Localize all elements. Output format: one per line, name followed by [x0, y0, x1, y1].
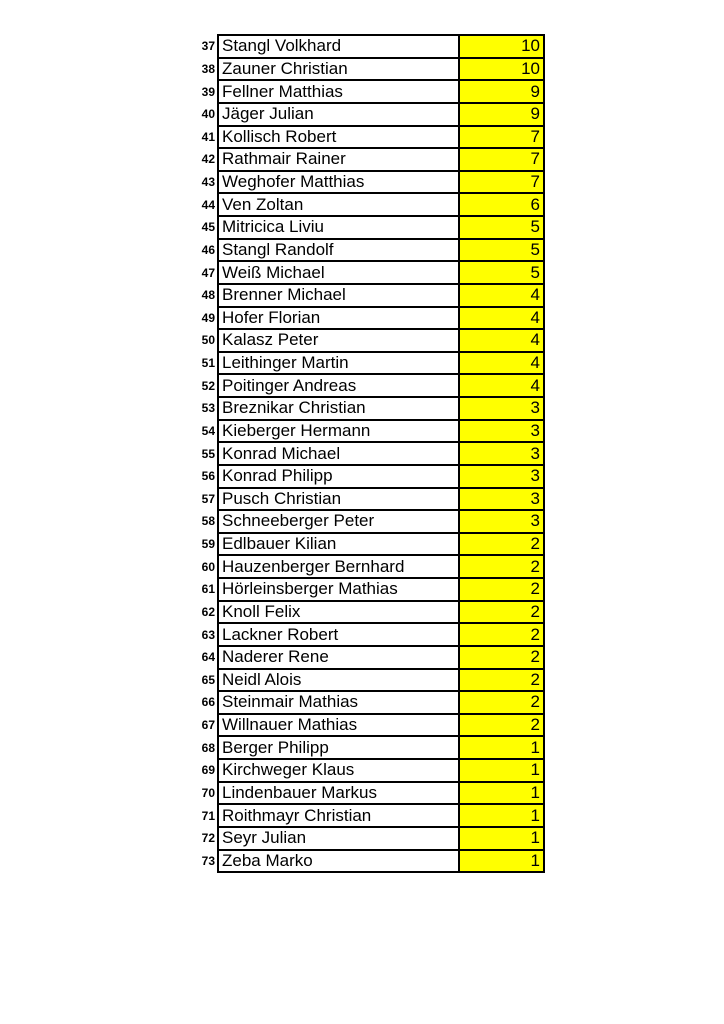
player-name-cell: Naderer Rene — [218, 646, 459, 669]
table-row — [190, 555, 544, 578]
player-name-cell: Pusch Christian — [218, 488, 459, 511]
table-row — [190, 759, 544, 782]
score-cell: 2 — [459, 691, 544, 714]
table-row — [190, 804, 544, 827]
table-row — [190, 850, 544, 873]
table-row — [190, 691, 544, 714]
score-cell: 2 — [459, 669, 544, 692]
score-cell: 4 — [459, 307, 544, 330]
rank-cell: 42 — [201, 152, 215, 167]
player-name-cell: Weghofer Matthias — [218, 171, 459, 194]
player-name-cell: Mitricica Liviu — [218, 216, 459, 239]
rank-cell: 58 — [201, 514, 215, 529]
table-row — [190, 352, 544, 375]
table-row — [190, 736, 544, 759]
score-cell: 3 — [459, 465, 544, 488]
player-name-cell: Stangl Volkhard — [218, 35, 459, 58]
rank-cell: 45 — [201, 220, 215, 235]
player-name-cell: Zeba Marko — [218, 850, 459, 873]
player-name-cell: Konrad Philipp — [218, 465, 459, 488]
player-name-cell: Roithmayr Christian — [218, 804, 459, 827]
rank-cell: 52 — [201, 378, 215, 393]
table-row — [190, 374, 544, 397]
rank-cell: 68 — [201, 740, 215, 755]
rank-cell: 56 — [201, 469, 215, 484]
table-row — [190, 103, 544, 126]
table-row — [190, 533, 544, 556]
rank-cell: 63 — [201, 627, 215, 642]
rank-cell: 39 — [201, 84, 215, 99]
table-row — [190, 284, 544, 307]
score-cell: 5 — [459, 239, 544, 262]
rank-cell: 40 — [201, 107, 215, 122]
table-row — [190, 148, 544, 171]
player-name-cell: Kalasz Peter — [218, 329, 459, 352]
player-name-cell: Kollisch Robert — [218, 126, 459, 149]
score-cell: 2 — [459, 578, 544, 601]
ranking-sheet — [190, 34, 544, 873]
score-cell: 6 — [459, 193, 544, 216]
rank-cell: 50 — [201, 333, 215, 348]
score-cell: 2 — [459, 623, 544, 646]
player-name-cell: Schneeberger Peter — [218, 510, 459, 533]
rank-cell: 64 — [201, 650, 215, 665]
rank-cell: 67 — [201, 718, 215, 733]
rank-cell: 61 — [201, 582, 215, 597]
score-cell: 5 — [459, 216, 544, 239]
player-name-cell: Kirchweger Klaus — [218, 759, 459, 782]
score-cell: 3 — [459, 420, 544, 443]
score-cell: 9 — [459, 103, 544, 126]
table-row — [190, 488, 544, 511]
table-row — [190, 623, 544, 646]
score-cell: 3 — [459, 442, 544, 465]
score-cell: 2 — [459, 533, 544, 556]
table-row — [190, 782, 544, 805]
rank-cell: 46 — [201, 242, 215, 257]
table-row — [190, 420, 544, 443]
table-row — [190, 397, 544, 420]
score-cell: 2 — [459, 646, 544, 669]
player-name-cell: Berger Philipp — [218, 736, 459, 759]
rank-cell: 69 — [201, 763, 215, 778]
table-row — [190, 442, 544, 465]
rank-cell: 55 — [201, 446, 215, 461]
score-cell: 1 — [459, 827, 544, 850]
table-row — [190, 80, 544, 103]
score-cell: 4 — [459, 284, 544, 307]
table-row — [190, 646, 544, 669]
rank-cell: 60 — [201, 559, 215, 574]
player-name-cell: Poitinger Andreas — [218, 374, 459, 397]
table-row — [190, 58, 544, 81]
rank-cell: 41 — [201, 129, 215, 144]
score-cell: 1 — [459, 736, 544, 759]
table-row — [190, 601, 544, 624]
player-name-cell: Hauzenberger Bernhard — [218, 555, 459, 578]
player-name-cell: Edlbauer Kilian — [218, 533, 459, 556]
score-cell: 10 — [459, 58, 544, 81]
score-cell: 1 — [459, 850, 544, 873]
score-cell: 5 — [459, 261, 544, 284]
player-name-cell: Willnauer Mathias — [218, 714, 459, 737]
rank-cell: 57 — [201, 491, 215, 506]
rank-cell: 59 — [201, 537, 215, 552]
score-cell: 7 — [459, 126, 544, 149]
player-name-cell: Seyr Julian — [218, 827, 459, 850]
table-row — [190, 216, 544, 239]
table-row — [190, 510, 544, 533]
score-cell: 1 — [459, 782, 544, 805]
rank-cell: 71 — [201, 808, 215, 823]
table-row — [190, 261, 544, 284]
rank-cell: 49 — [201, 310, 215, 325]
player-name-cell: Lackner Robert — [218, 623, 459, 646]
score-cell: 2 — [459, 601, 544, 624]
score-cell: 3 — [459, 510, 544, 533]
rank-cell: 65 — [201, 672, 215, 687]
rank-cell: 54 — [201, 423, 215, 438]
table-row — [190, 307, 544, 330]
player-name-cell: Steinmair Mathias — [218, 691, 459, 714]
table-row — [190, 714, 544, 737]
table-row — [190, 465, 544, 488]
rank-cell: 66 — [201, 695, 215, 710]
player-name-cell: Weiß Michael — [218, 261, 459, 284]
score-cell: 10 — [459, 35, 544, 58]
table-row — [190, 578, 544, 601]
score-cell: 7 — [459, 148, 544, 171]
player-name-cell: Kieberger Hermann — [218, 420, 459, 443]
score-cell: 4 — [459, 329, 544, 352]
player-name-cell: Fellner Matthias — [218, 80, 459, 103]
score-cell: 9 — [459, 80, 544, 103]
player-name-cell: Konrad Michael — [218, 442, 459, 465]
player-name-cell: Breznikar Christian — [218, 397, 459, 420]
player-name-cell: Neidl Alois — [218, 669, 459, 692]
player-name-cell: Ven Zoltan — [218, 193, 459, 216]
table-row — [190, 171, 544, 194]
rank-cell: 38 — [201, 61, 215, 76]
rank-cell: 62 — [201, 604, 215, 619]
player-name-cell: Jäger Julian — [218, 103, 459, 126]
score-cell: 3 — [459, 488, 544, 511]
rank-cell: 43 — [201, 175, 215, 190]
table-row — [190, 329, 544, 352]
rank-cell: 48 — [201, 288, 215, 303]
rank-cell: 51 — [201, 356, 215, 371]
table-row — [190, 827, 544, 850]
player-name-cell: Knoll Felix — [218, 601, 459, 624]
player-name-cell: Rathmair Rainer — [218, 148, 459, 171]
player-name-cell: Zauner Christian — [218, 58, 459, 81]
rank-cell: 72 — [201, 831, 215, 846]
player-name-cell: Hofer Florian — [218, 307, 459, 330]
rank-cell: 47 — [201, 265, 215, 280]
ranking-table-body — [190, 35, 544, 872]
score-cell: 2 — [459, 555, 544, 578]
player-name-cell: Brenner Michael — [218, 284, 459, 307]
player-name-cell: Leithinger Martin — [218, 352, 459, 375]
table-row — [190, 35, 544, 58]
score-cell: 4 — [459, 374, 544, 397]
rank-cell: 53 — [201, 401, 215, 416]
rank-cell: 44 — [201, 197, 215, 212]
score-cell: 1 — [459, 759, 544, 782]
rank-cell: 37 — [201, 39, 215, 54]
score-cell: 4 — [459, 352, 544, 375]
score-cell: 3 — [459, 397, 544, 420]
player-name-cell: Stangl Randolf — [218, 239, 459, 262]
player-name-cell: Hörleinsberger Mathias — [218, 578, 459, 601]
score-cell: 2 — [459, 714, 544, 737]
player-name-cell: Lindenbauer Markus — [218, 782, 459, 805]
table-row — [190, 239, 544, 262]
score-cell: 1 — [459, 804, 544, 827]
score-cell: 7 — [459, 171, 544, 194]
table-row — [190, 669, 544, 692]
rank-cell: 70 — [201, 785, 215, 800]
table-row — [190, 126, 544, 149]
table-row — [190, 193, 544, 216]
rank-cell: 73 — [201, 853, 215, 868]
ranking-table — [190, 34, 545, 873]
